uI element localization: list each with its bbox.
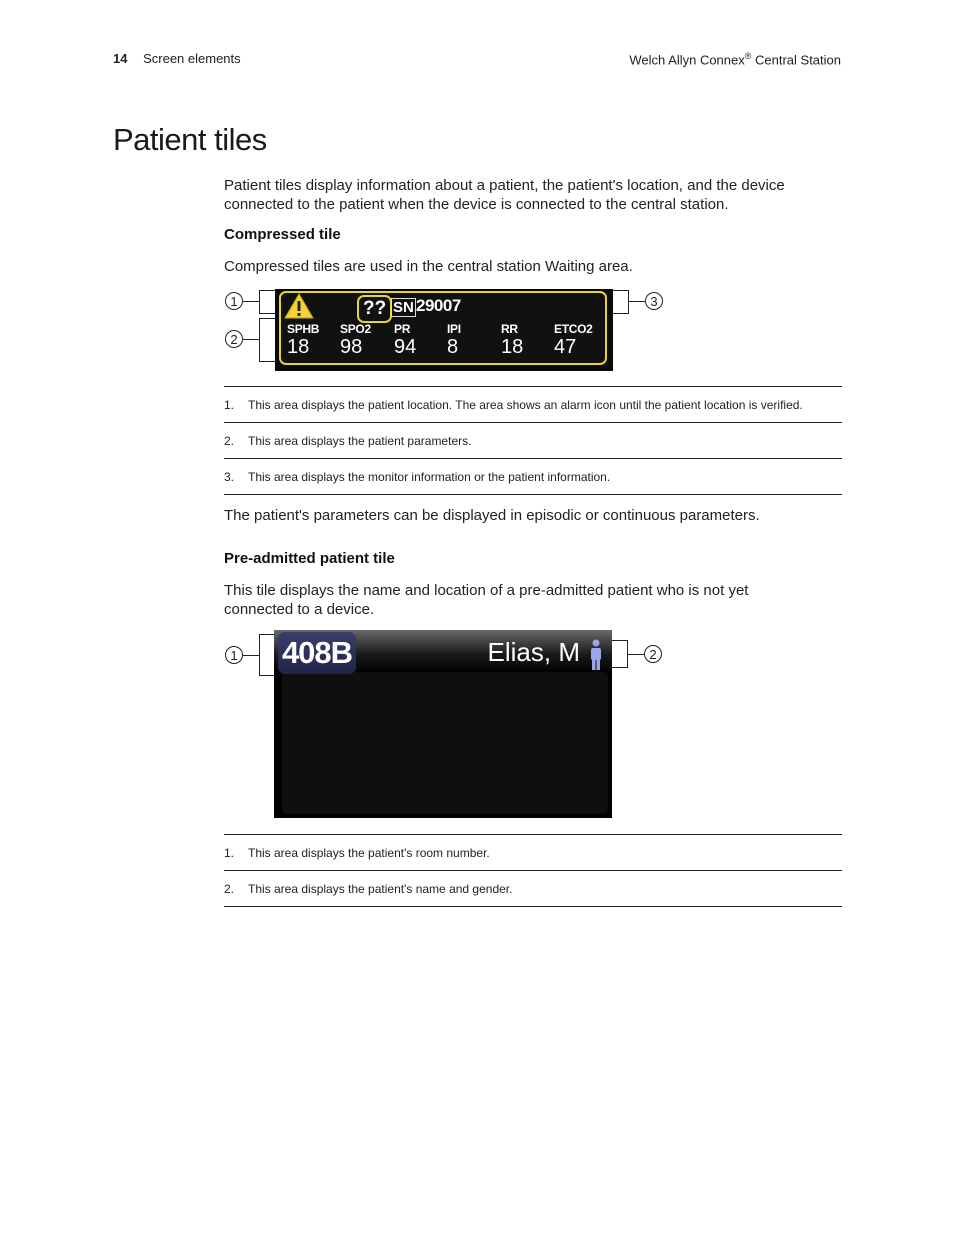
warning-icon xyxy=(284,293,314,319)
compressed-tile xyxy=(275,289,613,371)
param-value: 47 xyxy=(554,336,577,358)
param-label: ETCO2 xyxy=(554,322,593,336)
param-ipi xyxy=(447,322,461,359)
callout-2: 2 xyxy=(225,330,243,348)
note-text: This area displays the patient parameters. xyxy=(248,433,472,448)
note-number: 3. xyxy=(224,469,235,484)
note-row xyxy=(224,386,842,422)
callout-1: 1 xyxy=(225,292,243,310)
param-value: 18 xyxy=(287,336,310,358)
note-text: This area displays the patient's room number. xyxy=(248,845,490,860)
tile-body xyxy=(282,672,608,814)
callout-2-bracket xyxy=(612,640,628,668)
param-rr xyxy=(501,322,523,359)
room-number: 408B xyxy=(278,632,356,674)
param-sphb xyxy=(287,322,319,359)
param-value: 94 xyxy=(394,336,417,358)
patient-name: Elias, M xyxy=(487,637,580,667)
param-value: 18 xyxy=(501,336,524,358)
callout-2-bracket xyxy=(259,318,275,362)
callout-1-bracket xyxy=(259,290,275,314)
compressed-tile-heading: Compressed tile xyxy=(224,226,341,243)
callout-1-bracket xyxy=(259,634,274,676)
compressed-tile-frame xyxy=(279,291,607,365)
param-etco2 xyxy=(554,322,593,359)
running-header-left xyxy=(113,51,241,66)
intro-paragraph: Patient tiles display information about a patient, the patient's location, and the device connected to the patient when the device is connected to the central station. xyxy=(224,177,785,213)
callout-1: 1 xyxy=(225,646,243,664)
note-row xyxy=(224,870,842,907)
note-row xyxy=(224,422,842,458)
serial-number: 29007 xyxy=(416,296,461,315)
page-title: Patient tiles xyxy=(113,122,267,157)
note-text: This area displays the patient location. The area shows an alarm icon until the patient location is verified. xyxy=(248,397,803,412)
note-number: 1. xyxy=(224,845,235,860)
param-label: RR xyxy=(501,322,518,336)
product-name: Welch Allyn Connex xyxy=(629,52,745,68)
callout-3-bracket xyxy=(613,290,629,314)
param-value: 8 xyxy=(447,336,459,358)
param-label: PR xyxy=(394,322,411,336)
note-row xyxy=(224,834,842,870)
note-text: This area displays the monitor information or the patient information. xyxy=(248,469,611,484)
callout-2-leader xyxy=(243,339,259,340)
param-label: IPI xyxy=(447,322,461,336)
param-spo2 xyxy=(340,322,371,359)
page-number: 14 xyxy=(113,51,128,66)
note-number: 1. xyxy=(224,397,235,412)
parameters-note: The patient's parameters can be displayed in episodic or continuous parameters. xyxy=(224,507,760,524)
preadmitted-description: This tile displays the name and location of a pre-admitted patient who is not yet connected to a device. xyxy=(224,582,749,618)
patient-location: ?? xyxy=(357,295,392,323)
registered-mark: ® xyxy=(744,51,752,61)
running-header-right xyxy=(629,51,841,67)
sn-label: SN xyxy=(393,299,414,316)
note-number: 2. xyxy=(224,433,235,448)
preadmitted-tile xyxy=(274,630,612,818)
compressed-tile-description: Compressed tiles are used in the central station Waiting area. xyxy=(224,258,633,275)
note-text: This area displays the patient's name and gender. xyxy=(248,881,513,896)
note-row xyxy=(224,458,842,495)
param-value: 98 xyxy=(340,336,363,358)
callout-2-leader xyxy=(628,654,644,655)
note-number: 2. xyxy=(224,881,235,896)
section-name: Screen elements xyxy=(143,51,241,66)
callout-1-leader xyxy=(243,301,259,302)
callout-3-leader xyxy=(629,301,645,302)
product-suffix: Central Station xyxy=(751,52,841,68)
callout-2: 2 xyxy=(644,645,662,663)
callout-1-leader xyxy=(243,655,259,656)
callout-3: 3 xyxy=(645,292,663,310)
param-label: SPO2 xyxy=(340,322,371,336)
preadmitted-heading: Pre-admitted patient tile xyxy=(224,550,395,567)
preadmitted-notes-table xyxy=(224,834,842,907)
person-icon xyxy=(588,639,604,671)
param-label: SPHB xyxy=(287,322,320,336)
param-pr xyxy=(394,322,416,359)
compressed-notes-table xyxy=(224,386,842,495)
